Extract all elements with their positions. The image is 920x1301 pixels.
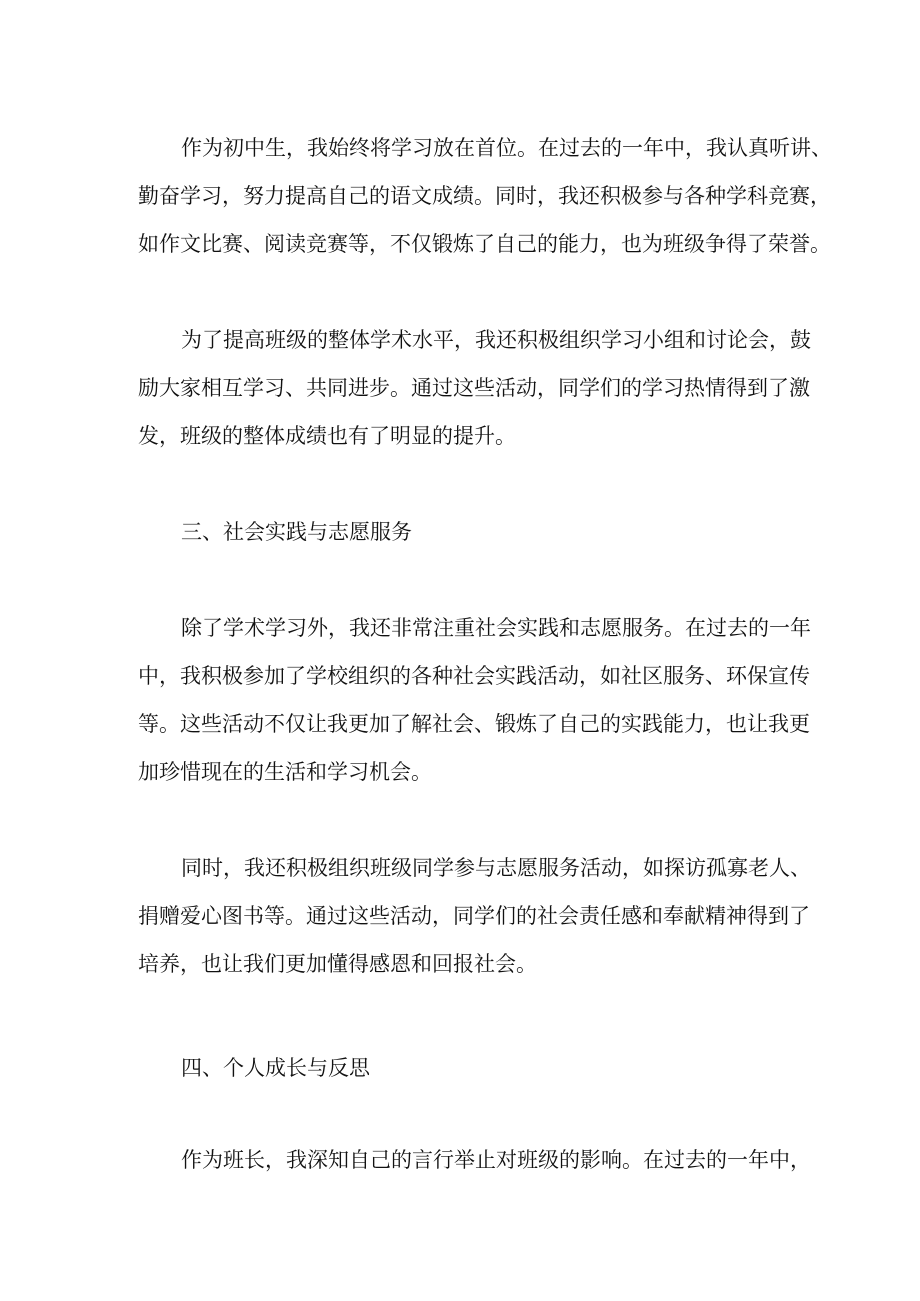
paragraph-4-line-1: 除了学术学习外，我还非常注重社会实践和志愿服务。在过去的一年 xyxy=(181,616,811,640)
section-heading-3: 三、社会实践与志愿服务 xyxy=(181,520,412,544)
paragraph-1-line-3: 如作文比赛、阅读竞赛等，不仅锻炼了自己的能力，也为班级争得了荣誉。 xyxy=(138,232,831,256)
paragraph-1-line-2: 勤奋学习，努力提高自己的语文成绩。同时，我还积极参与各种学科竞赛， xyxy=(138,184,831,208)
paragraph-4-line-3: 等。这些活动不仅让我更加了解社会、锻炼了自己的实践能力，也让我更 xyxy=(138,712,810,736)
paragraph-2-line-1: 为了提高班级的整体学术水平，我还积极组织学习小组和讨论会，鼓 xyxy=(181,328,811,352)
paragraph-5-line-3: 培养，也让我们更加懂得感恩和回报社会。 xyxy=(138,952,537,976)
paragraph-5-line-2: 捐赠爱心图书等。通过这些活动，同学们的社会责任感和奉献精神得到了 xyxy=(138,904,810,928)
paragraph-2-line-3: 发，班级的整体成绩也有了明显的提升。 xyxy=(138,424,516,448)
paragraph-7-line-1: 作为班长，我深知自己的言行举止对班级的影响。在过去的一年中， xyxy=(181,1148,811,1172)
paragraph-1-line-1: 作为初中生，我始终将学习放在首位。在过去的一年中，我认真听讲、 xyxy=(181,136,832,160)
paragraph-4-line-4: 加珍惜现在的生活和学习机会。 xyxy=(138,760,432,784)
section-heading-4: 四、个人成长与反思 xyxy=(181,1056,370,1080)
paragraph-5-line-1: 同时，我还积极组织班级同学参与志愿服务活动，如探访孤寡老人、 xyxy=(181,856,811,880)
paragraph-2-line-2: 励大家相互学习、共同进步。通过这些活动，同学们的学习热情得到了激 xyxy=(138,376,810,400)
paragraph-4-line-2: 中，我积极参加了学校组织的各种社会实践活动，如社区服务、环保宣传 xyxy=(138,664,810,688)
